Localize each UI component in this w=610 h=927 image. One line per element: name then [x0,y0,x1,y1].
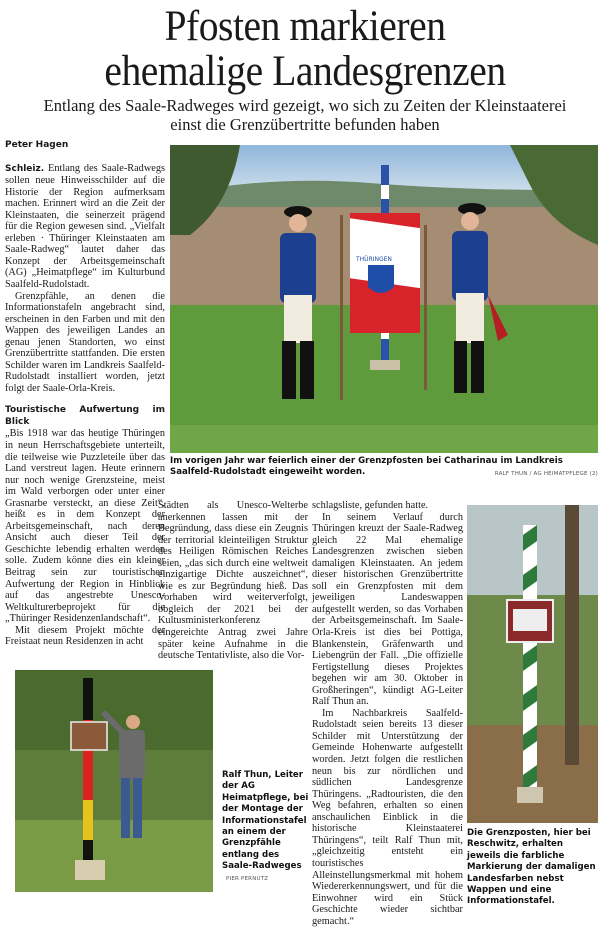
paragraph: Städten als Unesco-Welterbe anerkennen lassen mit der Begründung, dass diese ein Zeugnis der territorial kleinteiligen Struktur des Heiligen Römischen Reiches seien, „das sich durch eine weltweit einzigartige Dichte auszeichnet“, wie es zur Begründung hieß. Das Vorhaben wird weiterverfolgt, obgleich der 2021 bei der Kultusministerkonferenz eingereichte Antrag zwei Jahre später keine Aufnahme in die deutsche Tentativliste, also die Vor- [158,500,308,662]
paragraph: „Bis 1918 war das heutige Thüringen in neun Herrschaftsgebiete unterteilt, die teilweise wie Puzzleteile über das Land verstreut lagen. Heute erinnern nur noch wenige Grenzsteine, meist im Wald verborgen oder unter einer Grasnarbe versteckt, an diese Zeit“, heißt es in dem Konzept der Arbeitsgemeinschaft, nach deren Ansicht auch dieser Teil der Geschichte lebendig erhalten werden solle. Zudem könne dies ein kleiner Beitrag sein zur touristischen Aufwertung der Region in Hinblick auf das angestrebte Unesco-Weltkulturerbeprojekt für die „Thüringer Residenzenlandschaft“. [5,428,165,625]
bottom-left-photo [15,670,213,892]
article-column-2 [158,500,308,662]
subheadline [0,96,610,134]
headline-line-1: Pfosten markieren [164,3,446,50]
dateline: Schleiz. [5,163,45,174]
main-photo [170,145,598,453]
paragraph: Im Nachbarkreis Saalfeld-Rudolstadt seien bereits 13 dieser Schilder mit Unterstützung der Gemeinde Hohenwarte aufgestellt worden. Jetzt folgen die restlichen neun bis zur nördlichen und südlichen Landesgrenze Thüringens. „Radtouristen, die den Weg befahren, erhalten so einen anschaulichen Einblick in die historische Kleinstaaterei Thüringens“, teilt Ralf Thun mit, „gleichzeitig entsteht ein touristisches Alleinstellungsmerkmal mit hohem Wiedererkennungswert, und für die Einwohner wird ein Stück Geschichte wieder sichtbar gemacht.“ [312,707,463,927]
flag-text: THÜRINGEN [356,256,392,263]
paragraph: Grenzpfähle, an denen die Informationstafeln angebracht sind, erscheinen in den Farben und mit den Wappen des jeweiligen Landes an genau jenen Standorten, wo einst Grenzübertritte stattfanden. Die ersten Schilder waren im Landkreis Saalfeld-Rudolstadt installiert worden, jetzt folgt der Saale-Orla-Kreis. [5,290,165,394]
headline-line-2: ehemalige Landesgrenzen [104,48,506,95]
right-photo-caption: Die Grenzposten, hier bei Reschwitz, erhalten jeweils die farbliche Markierung der damaligen Landesfarben nebst Wappen und eine Informationstafel. [467,828,596,907]
paragraph: Mit diesem Projekt möchte der Freistaat neun Residenzen in acht [5,624,165,648]
caption-text: Ralf Thun, Leiter der AG Heimatpflege, bei der Montage der Informationstafel an einem der Grenzpfähle entlang des Saale-Radweges [222,770,309,872]
bottom-left-photo-caption [222,770,312,885]
author: Peter Hagen [5,140,69,150]
section-subhead: Touristische Aufwertung im Blick [5,405,165,427]
headline [24,4,585,94]
paragraph [5,163,165,291]
paragraph: In seinem Verlauf durch Thüringen kreuzt der Saale-Radweg gleich 22 Mal ehemalige Landesgrenzen zwischen sieben damaligen Kleinstaaten. An jedem dieser historischen Grenzübertritte soll ein Grenzpfosten mit dem jeweiligen Landeswappen aufgestellt werden, so das Vorhaben der Arbeitsgemeinschaft. Im Saale-Orla-Kreis ist dies bei Pottiga, Blankenstein, Gräfenwarth und Liebengrün der Fall. „Die offizielle Fertigstellung dieses Projektes begehen wir am 30. Oktober in Großheringen“, kündigt AG-Leiter Ralf Thun an. [312,511,463,708]
paragraph: schlagsliste, gefunden hatte. [312,500,429,511]
paragraph-text: Entlang des Saale-Radwegs sollen neue Hinweisschilder auf die Historie der Region aufmerksam machen. Erinnert wird an die Zeit der Kleinstaaten, die seinerzeit prägend für die Region gewesen sind. „Vielfalt erleben · Thüringer Kleinstaaten am Saale-Radweg“ lautet daher das Konzept der Arbeitsgemeinschaft (AG) „Heimatpflege“ im Kulturbund Saalfeld-Rudolstadt. [5,162,165,290]
caption-text: Im vorigen Jahr war feierlich einer der Grenzpfosten bei Catharinau im Landkreis Saalfeld-Rudolstadt eingeweiht worden. [170,456,563,478]
photo-credit: PIER PERNUTZ [226,875,269,882]
subheadline-line-2: einst die Grenzübertritte befunden haben [170,115,440,134]
right-photo [467,505,598,823]
subheadline-line-1: Entlang des Saale-Radweges wird gezeigt, wo sich zu Zeiten der Kleinstaaterei [43,96,567,115]
main-photo-caption [170,456,598,481]
article-column-1 [5,140,165,648]
photo-credit: RALF THUN / AG HEIMATPFLEGE (2) [494,471,598,478]
article-column-3 [312,500,463,927]
